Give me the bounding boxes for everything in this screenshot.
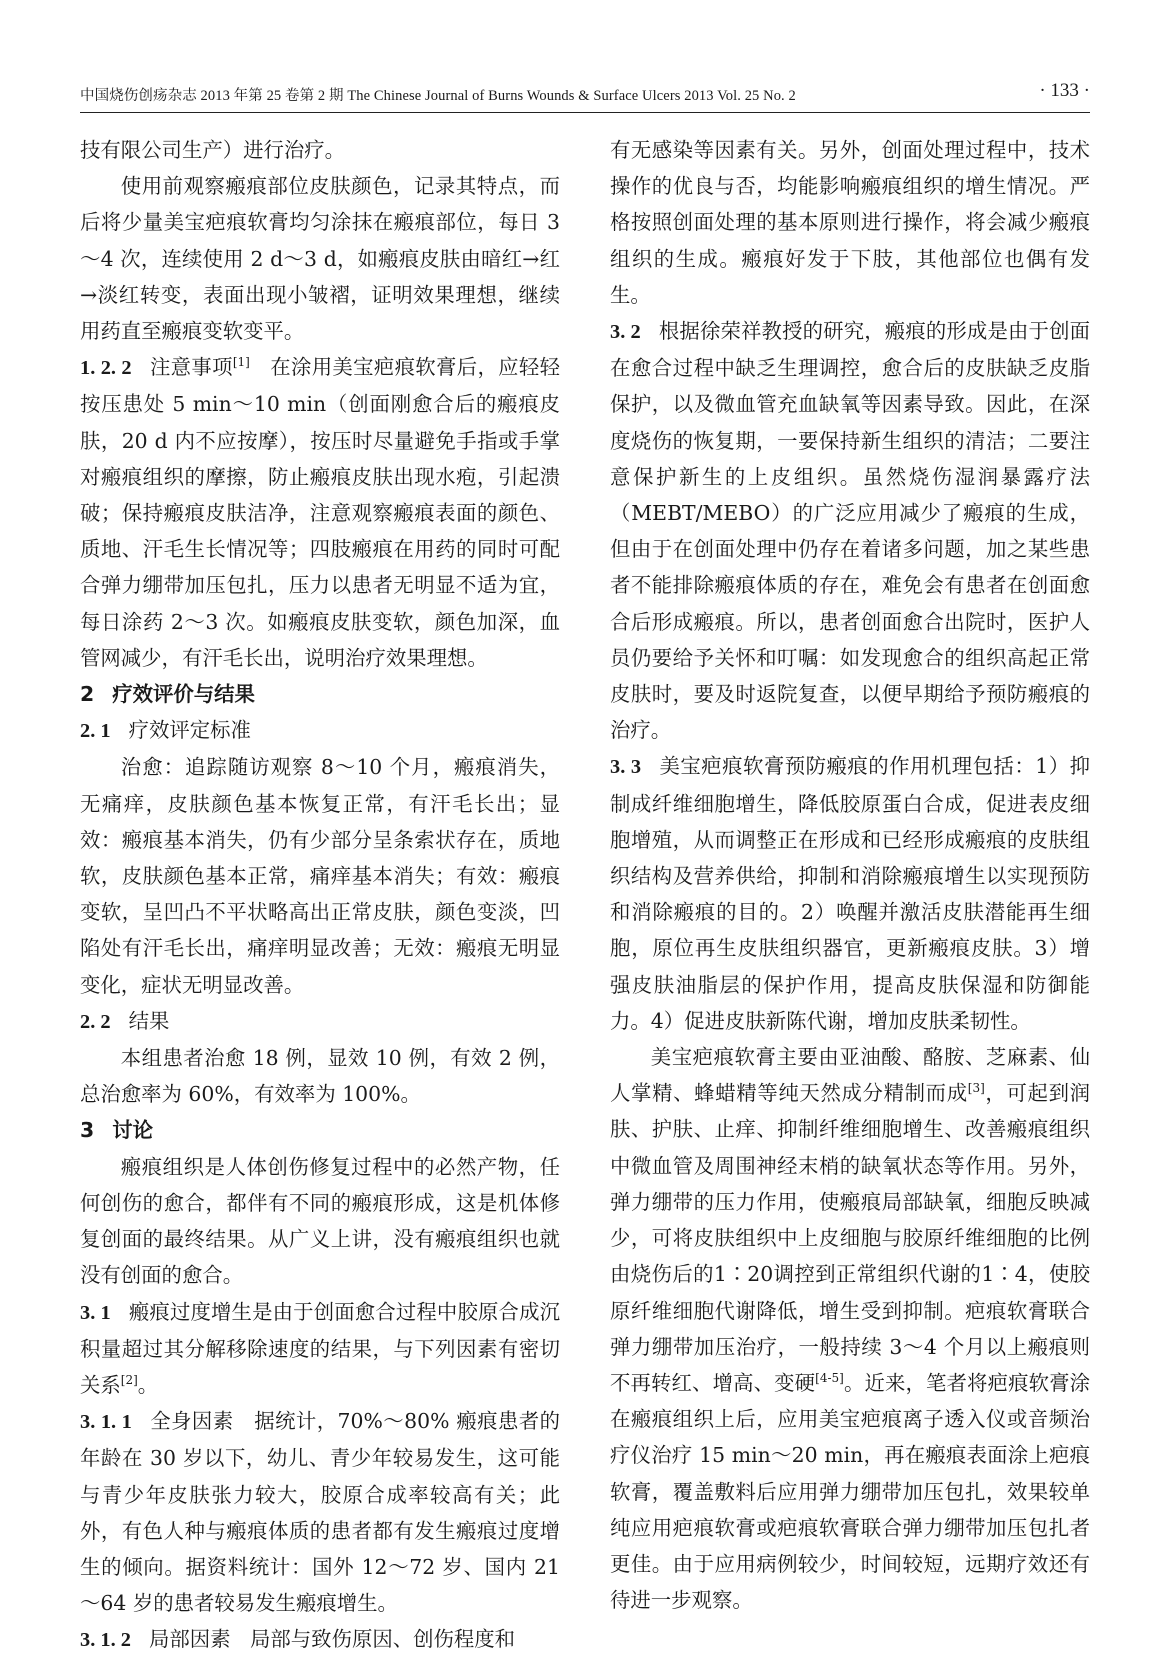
paragraph [80,1403,560,1621]
section-title: 结果 [128,1008,170,1033]
section-number: 3. 3 [610,756,642,779]
section-title: 注意事项 [149,355,233,380]
heading-title: 疗效评价与结果 [112,682,255,707]
section-text: 美宝疤痕软膏预防瘢痕的作用机理包括：1）抑制成纤维细胞增生，降低胶原蛋白合成，促进表皮细胞增殖，从而调整正在形成和已经形成瘢痕的皮肤组织结构及营养供给，抑制和消除瘢痕增生以实现预防和消除瘢痕的目的。2）唤醒并激活皮肤潜能再生细胞，原位再生皮肤组织器官，更新瘢痕皮肤。3）增强皮肤油脂层的保护作用，提高皮肤保湿和防御能力。4）促进皮肤新陈代谢，增加皮肤柔韧性。 [610,754,1090,1033]
section-number: 3. 1. 1 [80,1411,132,1434]
paragraph: 本组患者治愈 18 例，显效 10 例，有效 2 例，总治愈率为 60%，有效率为 100%。 [80,1046,560,1107]
running-title: 中国烧伤创疡杂志 2013 年第 25 卷第 2 期 The Chinese Journal of Burns Wounds & Surface Ulcers 2013 Vol. 25 No. 2 [80,88,796,104]
paragraph: 治愈：追踪随访观察 8～10 个月，瘢痕消失，无痛痒，皮肤颜色基本恢复正常，有汗毛长出；显效：瘢痕基本消失，仍有少部分呈条索状存在，质地软，皮肤颜色基本正常，痛痒基本消失；有效：瘢痕变软，呈凹凸不平状略高出正常皮肤，颜色变淡，凹陷处有汗毛长出，痛痒明显改善；无效：瘢痕无明显变化，症状无明显改善。 [80,755,560,997]
citation: [2] [120,1373,138,1388]
paragraph [80,1294,560,1404]
section-text: 据统计，70%～80% 瘢痕患者的年龄在 30 岁以下，幼儿、青少年较易发生，这可能与青少年皮肤张力较大，胶原合成率较高有关；此外，有色人种与瘢痕体质的患者都有发生瘢痕过度增生的倾向。据资料统计：国外 12～72 岁、国内 21～64 岁的患者较易发生瘢痕增生。 [80,1409,561,1616]
paragraph [610,1039,1090,1618]
citation: [1] [232,355,250,370]
paragraph [80,349,560,676]
section-number: 3. 1 [80,1301,111,1324]
heading-title: 讨论 [112,1118,153,1143]
subsection-heading [80,712,560,749]
section-number: 3. 2 [610,321,641,344]
paragraph [610,748,1090,1039]
left-column [80,132,560,1659]
section-number: 3. 1. 2 [80,1629,131,1652]
paragraph-text: 美宝疤痕软膏主要由亚油酸、酪胺、芝麻素、仙人掌精、蜂蜡精等纯天然成分精制而成 [610,1045,1090,1106]
section-text: 瘢痕过度增生是由于创面愈合过程中胶原合成沉积量超过其分解移除速度的结果，与下列因素有密切关系 [80,1299,560,1397]
subsection-heading [80,1003,560,1040]
paragraph: 使用前观察瘢痕部位皮肤颜色，记录其特点，而后将少量美宝疤痕软膏均匀涂抹在瘢痕部位，每日 3～4 次，连续使用 2 d～3 d，如瘢痕皮肤由暗红→红→淡红转变，表面出现小皱褶，证明效果理想，继续用药直至瘢痕变软变平。 [80,174,560,344]
section-heading [80,1112,560,1148]
section-number: 2. 2 [80,1010,111,1033]
heading-number: 2 [80,682,95,707]
paragraph [610,313,1090,748]
heading-number: 3 [80,1118,95,1143]
paragraph: 瘢痕组织是人体创伤修复过程中的必然产物，任何创伤的愈合，都伴有不同的瘢痕形成，这是机体修复创面的最终结果。从广义上讲，没有瘢痕组织也就没有创面的愈合。 [80,1154,560,1288]
paragraph: 有无感染等因素有关。另外，创面处理过程中，技术操作的优良与否，均能影响瘢痕组织的增生情况。严格按照创面处理的基本原则进行操作，将会减少瘢痕组织的生成。瘢痕好发于下肢，其他部位也偶有发生。 [610,138,1090,307]
section-number: 2. 1 [80,720,111,743]
paragraph [80,1621,560,1658]
citation: [4-5] [815,1371,844,1386]
paragraph-text: 。近来，笔者将疤痕软膏涂在瘢痕组织上后，应用美宝疤痕离子透入仪或音频治疗仪治疗 15 min～20 min，再在瘢痕表面涂上疤痕软膏，覆盖敷料后应用弹力绷带加压包扎，效果较单纯应用疤痕软膏或疤痕软膏联合弹力绷带加压包扎者更佳。由于应用病例较少，时间较短，远期疗效还有待进一步观察。 [610,1370,1091,1613]
section-number: 1. 2. 2 [80,357,132,380]
page-number: · 133 · [1039,80,1090,101]
citation: [3] [967,1081,985,1096]
punctuation: 。 [137,1372,159,1397]
paragraph: 技有限公司生产）进行治疗。 [80,138,346,162]
section-title: 疗效评定标准 [128,718,251,743]
section-title: 局部因素 [148,1627,231,1652]
running-header [80,78,1090,113]
section-text: 根据徐荣祥教授的研究，瘢痕的形成是由于创面在愈合过程中缺乏生理调控，愈合后的皮肤缺乏皮脂保护，以及微血管充血缺氧等因素导致。因此，在深度烧伤的恢复期，一要保持新生组织的清洁；二要注意保护新生的上皮组织。虽然烧伤湿润暴露疗法（MEBT/MEBO）的广泛应用减少了瘢痕的生成，但由于在创面处理中仍存在着诸多问题，加之某些患者不能排除瘢痕体质的存在，难免会有患者在创面愈合后形成瘢痕。所以，患者创面愈合出院时，医护人员仍要给予关怀和叮嘱：如发现愈合的组织高起正常皮肤时，要及时返院复查，以便早期给予预防瘢痕的治疗。 [610,319,1090,743]
right-column [610,132,1090,1618]
section-title: 全身因素 [149,1409,234,1434]
section-text: 局部与致伤原因、创伤程度和 [250,1627,516,1652]
section-text: 在涂用美宝疤痕软膏后，应轻轻按压患处 5 min～10 min（创面刚愈合后的瘢痕皮肤，20 d 内不应按摩），按压时尽量避免手指或手掌对瘢痕组织的摩擦，防止瘢痕皮肤出现水疱，引起溃破；保持瘢痕皮肤洁净，注意观察瘢痕表面的颜色、质地、汗毛生长情况等；四肢瘢痕在用药的同时可配合弹力绷带加压包扎，压力以患者无明显不适为宜，每日涂药 2～3 次。如瘢痕皮肤变软，颜色加深，血管网减少，有汗毛长出，说明治疗效果理想。 [80,355,561,670]
paragraph-text: ，可起到润肤、护肤、止痒、抑制纤维细胞增生、改善瘢痕组织中微血管及周围神经末梢的缺氧状态等作用。另外，弹力绷带的压力作用，使瘢痕局部缺氧，细胞反映减少，可将皮肤组织中上皮细胞与胶原纤维细胞的比例由烧伤后的1∶20调控到正常组织代谢的1∶4，使胶原纤维细胞代谢降低，增生受到抑制。疤痕软膏联合弹力绷带加压治疗，一般持续 3～4 个月以上瘢痕则不再转红、增高、变硬 [610,1081,1091,1395]
section-heading [80,676,560,712]
